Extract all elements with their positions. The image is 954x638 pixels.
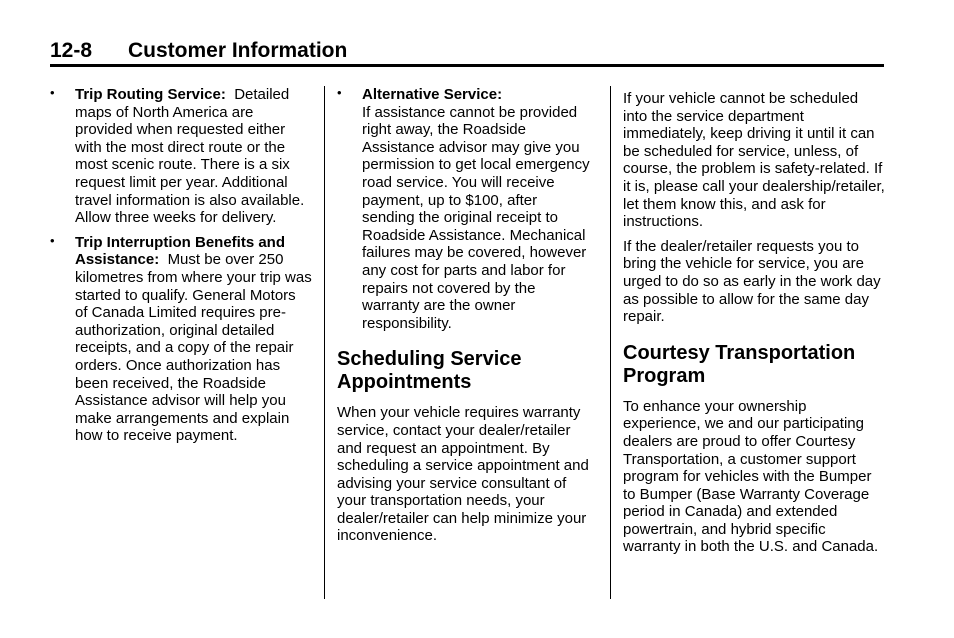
- bullet-icon: •: [50, 232, 55, 248]
- list-item-trip-interruption: [50, 234, 312, 445]
- section-heading-scheduling: Scheduling Service Appointments: [337, 348, 522, 394]
- bullet-lead: Alternative Service:: [362, 86, 503, 103]
- bullet-lead: Trip Routing Service:: [75, 86, 226, 103]
- bullet-icon: •: [337, 85, 342, 100]
- bullet-text: If assistance cannot be provided right away, the Roadside Assistance advisor may give you permission to get local emergency road service. You will receive payment, up to $100, after sending the original receipt to Roadside Assistance. Mechanical failures may be covered, however any cost for parts and labor for repairs not covered by the warranty are the owner responsibility.: [362, 103, 590, 332]
- bullet-text: Detailed maps of North America are provided when requested either with the most direct route or the most scenic route. There is a six request limit per year. Additional travel information is also available. Allow three weeks for delivery.: [75, 86, 305, 227]
- bullet-lead: Trip Interruption Benefits and Assistance:: [75, 233, 286, 269]
- list-item-alternative-service: [325, 86, 593, 332]
- column-middle: [324, 86, 593, 599]
- paragraph-dealer-requests: If the dealer/retailer requests you to bring the vehicle for service, you are urged to do so as early in the work day as possible to allow for the same day repair.: [623, 237, 881, 326]
- section-title: Customer Information: [128, 39, 348, 62]
- bullet-icon: •: [50, 85, 55, 100]
- column-right: [610, 86, 885, 599]
- paragraph-not-scheduled: If your vehicle cannot be scheduled into the service department immediately, keep driving it until it can be scheduled for service, unless, of course, the problem is safety-related. If it is, please call your dealership/retailer, let them know this, and ask for instructions.: [623, 90, 885, 231]
- page-header: [50, 38, 884, 67]
- paragraph-scheduling: When your vehicle requires warranty service, contact your dealer/retailer and request an appointment. By scheduling a service appointment and advising your service consultant of your transportation needs, your dealer/retailer can help minimize your inconvenience.: [337, 404, 589, 545]
- column-left: [50, 86, 312, 452]
- list-item-trip-routing: [50, 86, 312, 227]
- page-number: 12-8: [50, 39, 93, 62]
- section-heading-courtesy: Courtesy Transportation Program: [623, 341, 856, 387]
- bullet-text: Must be over 250 kilometres from where your trip was started to qualify. General Motors of Canada Limited requires pre-authorization, original detailed receipts, and a copy of the repair orders. Once authorization has been received, the Roadside Assistance advisor will help you make arrangements and explain how to receive payment.: [75, 251, 312, 445]
- paragraph-courtesy: To enhance your ownership experience, we and our participating dealers are proud to offer Courtesy Transportation, a customer support program for vehicles with the Bumper to Bumper (Base Warranty Coverage period in Canada) and extended powertrain, and hybrid specific warranty in both the U.S. and Canada.: [623, 397, 879, 556]
